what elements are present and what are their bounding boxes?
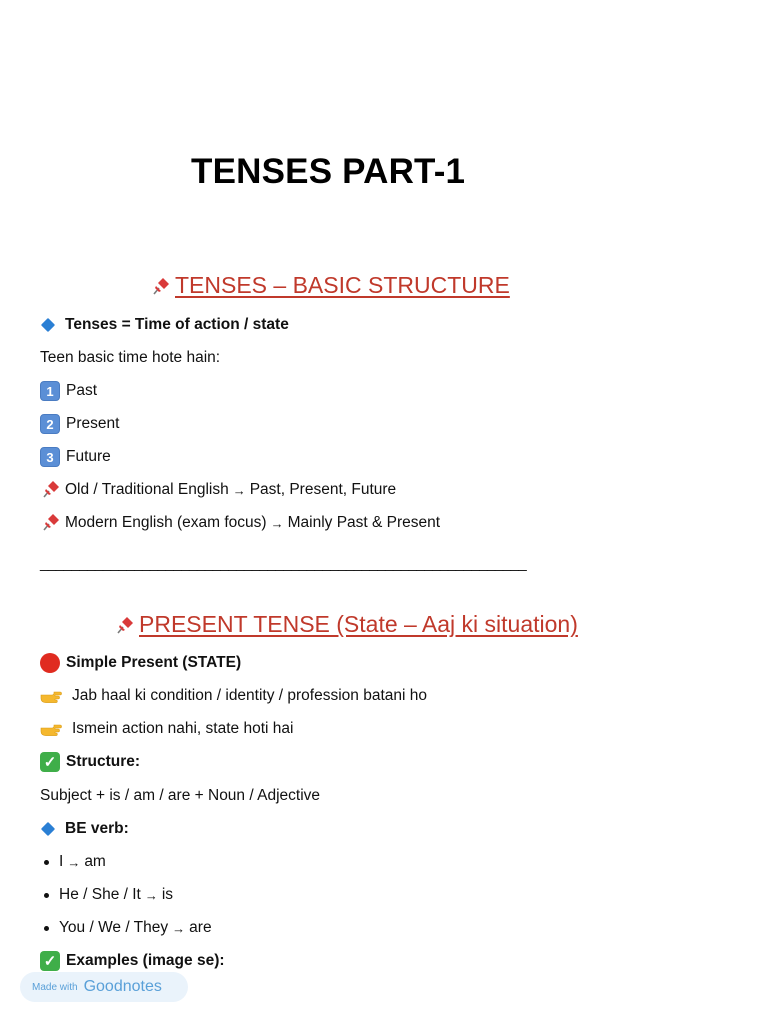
definition-text: Tenses = Time of action / state [65, 316, 289, 333]
pushpin-icon [114, 616, 134, 636]
subheading-line [40, 652, 241, 674]
right-arrow-icon: → [270, 515, 284, 531]
pushpin-icon [150, 277, 170, 297]
be-verb-form: am [84, 853, 106, 870]
list-item-label: Present [66, 415, 120, 432]
badge-prefix: Made with [32, 981, 78, 993]
subheading-text: Simple Present (STATE) [66, 654, 242, 671]
pushpin-icon [40, 513, 60, 533]
section-heading-present-tense [114, 611, 578, 638]
note-left: Old / Traditional English [65, 481, 229, 498]
keycap-three-icon: 3 [40, 447, 60, 467]
intro-line: Teen basic time hote hain: [40, 349, 221, 366]
point-text: Jab haal ki condition / identity / profession batani ho [72, 687, 428, 704]
check-mark-icon: ✓ [40, 951, 60, 971]
section-heading-basic-structure [150, 272, 510, 299]
note-right: Mainly Past & Present [287, 514, 441, 531]
point-text: Ismein action nahi, state hoti hai [72, 720, 294, 737]
blue-diamond-icon [40, 317, 56, 333]
pointing-hand-icon [40, 687, 67, 705]
keycap-two-icon: 2 [40, 414, 60, 434]
point-line [40, 685, 427, 707]
section-heading-text: PRESENT TENSE (State – Aaj ki situation) [139, 611, 578, 637]
divider-line: ______________________________________________________________ [40, 555, 527, 572]
right-arrow-icon: → [172, 920, 186, 936]
list-item [40, 884, 173, 906]
be-verb-subject: You / We / They [59, 919, 169, 936]
made-with-goodnotes-badge[interactable] [20, 972, 188, 1002]
badge-brand: Goodnotes [83, 978, 162, 995]
be-verb-label-line [40, 818, 129, 840]
note-line [40, 479, 396, 501]
list-item-label: Past [66, 382, 98, 399]
point-line [40, 718, 293, 740]
list-item [40, 917, 212, 939]
examples-label-line [40, 950, 225, 972]
blue-diamond-icon [40, 821, 56, 837]
keycap-one-icon: 1 [40, 381, 60, 401]
structure-label-line [40, 751, 140, 773]
be-verb-subject: I [59, 853, 64, 870]
be-verb-label: BE verb: [65, 820, 129, 837]
list-item [40, 446, 111, 468]
bullet-icon [44, 926, 49, 931]
be-verb-form: are [189, 919, 212, 936]
right-arrow-icon: → [144, 887, 158, 903]
list-item [40, 380, 97, 402]
pushpin-icon [40, 480, 60, 500]
list-item [40, 851, 106, 873]
be-verb-form: is [161, 886, 174, 903]
note-left: Modern English (exam focus) [65, 514, 267, 531]
pointing-hand-icon [40, 720, 67, 738]
section-heading-text: TENSES – BASIC STRUCTURE [175, 272, 510, 298]
examples-label: Examples (image se): [66, 952, 225, 969]
right-arrow-icon: → [67, 854, 81, 870]
structure-label: Structure: [66, 753, 141, 770]
note-right: Past, Present, Future [249, 481, 397, 498]
definition-line [40, 314, 289, 336]
be-verb-subject: He / She / It [59, 886, 141, 903]
page-title: TENSES PART-1 [191, 152, 466, 191]
note-line [40, 512, 440, 534]
list-item-label: Future [66, 448, 111, 465]
list-item [40, 413, 119, 435]
bullet-icon [44, 860, 49, 865]
bullet-icon [44, 893, 49, 898]
red-circle-icon [40, 653, 60, 673]
right-arrow-icon: → [232, 482, 246, 498]
structure-formula: Subject + is / am / are + Noun / Adjective [40, 787, 321, 804]
check-mark-icon: ✓ [40, 752, 60, 772]
